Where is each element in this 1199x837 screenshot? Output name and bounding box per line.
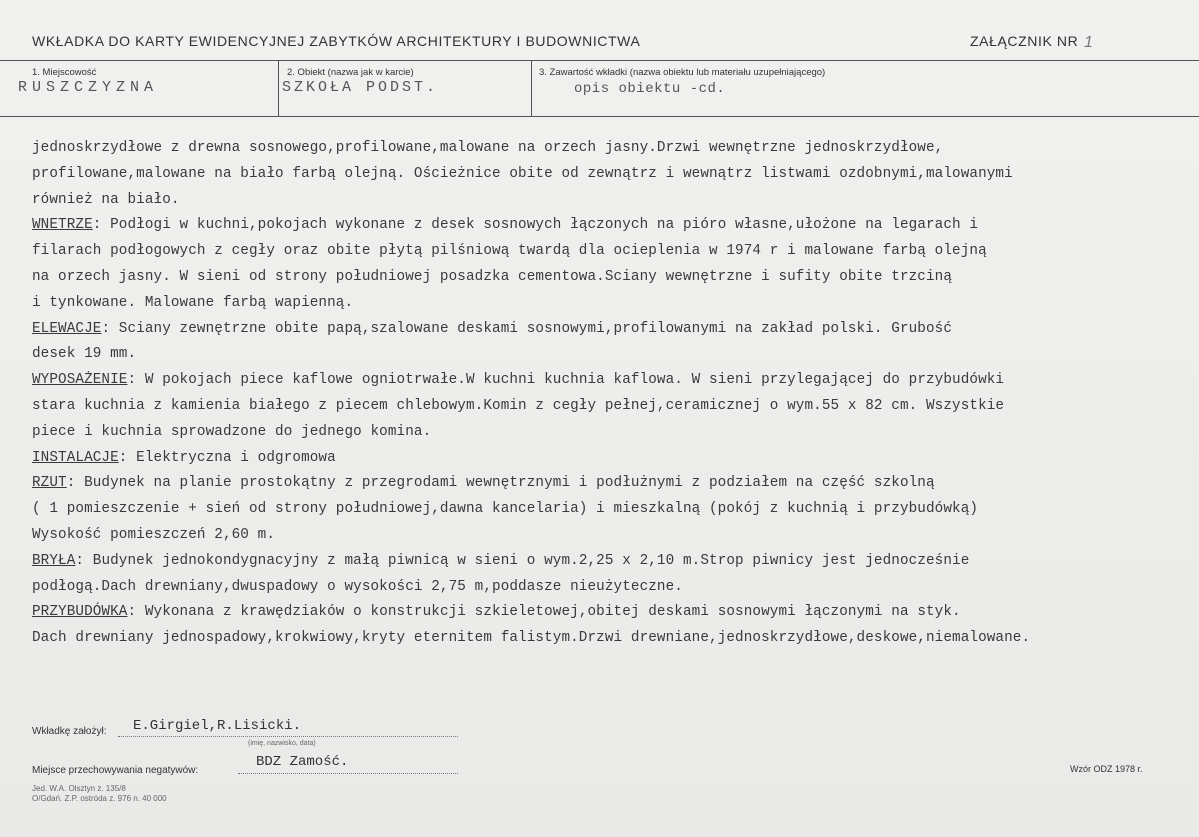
negatives-line — [238, 773, 458, 774]
section-heading-wnetrze: WNETRZE — [32, 217, 93, 234]
form-mark: Wzór ODZ 1978 r. — [1070, 764, 1143, 774]
text-line: ( 1 pomieszczenie + sień od strony południowej,dawna kancelaria) i mieszkalną (pokój z kuchnią i przybudówką) — [32, 501, 979, 518]
section-heading-rzut: RZUT — [32, 475, 67, 492]
object-value: SZKOŁA PODST. — [282, 79, 439, 96]
content-value: opis obiektu -cd. — [574, 81, 726, 97]
text-line: filarach podłogowych z cegły oraz obite płytą pilśniową twardą dla ocieplenia w 1974 r i malowane farbą olejną — [32, 243, 987, 260]
annex-label: ZAŁĄCZNIK NR — [970, 33, 1079, 49]
text-line: na orzech jasny. W sieni od strony południowej posadzka cementowa.Sciany wewnętrzne i sufity obite trzciną — [32, 268, 953, 285]
form-title: WKŁADKA DO KARTY EWIDENCYJNEJ ZABYTKÓW ARCHITEKTURY I BUDOWNICTWA — [32, 33, 641, 49]
text-line — [32, 368, 1192, 394]
negatives-value: BDZ Zamość. — [256, 754, 349, 770]
printer-line: Jed. W.A. Olsztyn z. 135/8 — [32, 784, 126, 793]
printer-imprint — [32, 784, 167, 804]
content-label: 3. Zawartość wkładki (nazwa obiektu lub materiału uzupełniającego) — [539, 67, 826, 78]
text-segment: : Budynek na planie prostokątny z przegrodami wewnętrznymi i podłużnymi z podziałem na część szkolną — [66, 475, 935, 492]
text-line: stara kuchnia z kamienia białego z piecem chlebowym.Komin z cegły pełnej,ceramicznej o wym.55 x 82 cm. Wszystkie — [32, 397, 1005, 414]
text-line: jednoskrzydłowe z drewna sosnowego,profilowane,malowane na orzech jasny.Drzwi wewnętrzne jednoskrzydłowe, — [32, 140, 944, 156]
text-segment: : Budynek jednokondygnacyjny z małą piwnicą w sieni o wym.2,25 x 2,10 m.Strop piwnicy jest jednocześnie — [75, 552, 970, 569]
text-segment: : Wykonana z krawędziaków o konstrukcji szkieletowej,obitej deskami sosnowymi łączonymi na styk. — [127, 604, 961, 621]
signature-line — [118, 736, 458, 737]
text-segment: : Podłogi w kuchni,pokojach wykonane z desek sosnowych łączonych na pióro własne,ułożone na legarach i — [92, 217, 979, 234]
text-line: desek 19 mm. — [32, 346, 137, 363]
text-line: podłogą.Dach drewniany,dwuspadowy o wysokości 2,75 m,poddasze nieużyteczne. — [32, 578, 683, 595]
section-heading-wyposazenie: WYPOSAŻENIE — [32, 372, 128, 389]
printer-line: O/Gdań. Z.P. ostróda z. 976 n. 40 000 — [32, 794, 167, 803]
text-line — [32, 471, 1192, 497]
object-label: 2. Obiekt (nazwa jak w karcie) — [287, 67, 414, 78]
fields-row — [0, 61, 1199, 117]
prepared-by-label: Wkładkę założył: — [32, 726, 107, 737]
text-line — [32, 549, 1192, 575]
text-line: profilowane,malowane na biało farbą olejną. Ościeżnice obite od zewnątrz i wewnątrz listwami ozdobnymi,malowanymi — [32, 165, 1013, 182]
text-segment: : Sciany zewnętrzne obite papą,szalowane deskami sosnowymi,profilowanymi na zakład polski. Grubość — [101, 320, 953, 337]
prepared-by-hint: (imię, nazwisko, data) — [248, 740, 316, 747]
text-line: Wysokość pomieszczeń 2,60 m. — [32, 526, 276, 543]
section-heading-instalacje: INSTALACJE — [32, 449, 119, 466]
text-line: również na biało. — [32, 191, 180, 208]
text-line — [32, 213, 1192, 239]
section-heading-elewacje: ELEWACJE — [32, 320, 102, 337]
text-line: piece i kuchnia sprowadzone do jednego komina. — [32, 423, 432, 440]
annex-number: 1 — [1084, 34, 1093, 51]
card-header — [0, 0, 1199, 61]
text-line — [32, 317, 1192, 343]
text-line: i tynkowane. Malowane farbą wapienną. — [32, 294, 354, 311]
text-segment: : Elektryczna i odgromowa — [118, 449, 336, 466]
text-line — [32, 446, 1192, 472]
field-divider — [278, 61, 279, 116]
field-divider — [531, 61, 532, 116]
locality-value: RUSZCZYZNA — [18, 79, 159, 96]
text-line — [32, 600, 1192, 626]
text-segment: : W pokojach piece kaflowe ogniotrwałe.W kuchni kuchnia kaflowa. W sieni przylegającej do przybudówki — [127, 372, 1005, 389]
text-line: Dach drewniany jednospadowy,krokwiowy,kryty eternitem falistym.Drzwi drewniane,jednoskrzydłowe,deskowe,niemalowane. — [32, 630, 1031, 647]
prepared-by-value: E.Girgiel,R.Lisicki. — [133, 718, 302, 734]
description-text — [32, 136, 1192, 652]
section-heading-przybudowka: PRZYBUDÓWKA — [32, 604, 128, 621]
locality-label: 1. Miejscowość — [32, 67, 97, 78]
negatives-label: Miejsce przechowywania negatywów: — [32, 765, 199, 776]
section-heading-bryla: BRYŁA — [32, 552, 76, 569]
